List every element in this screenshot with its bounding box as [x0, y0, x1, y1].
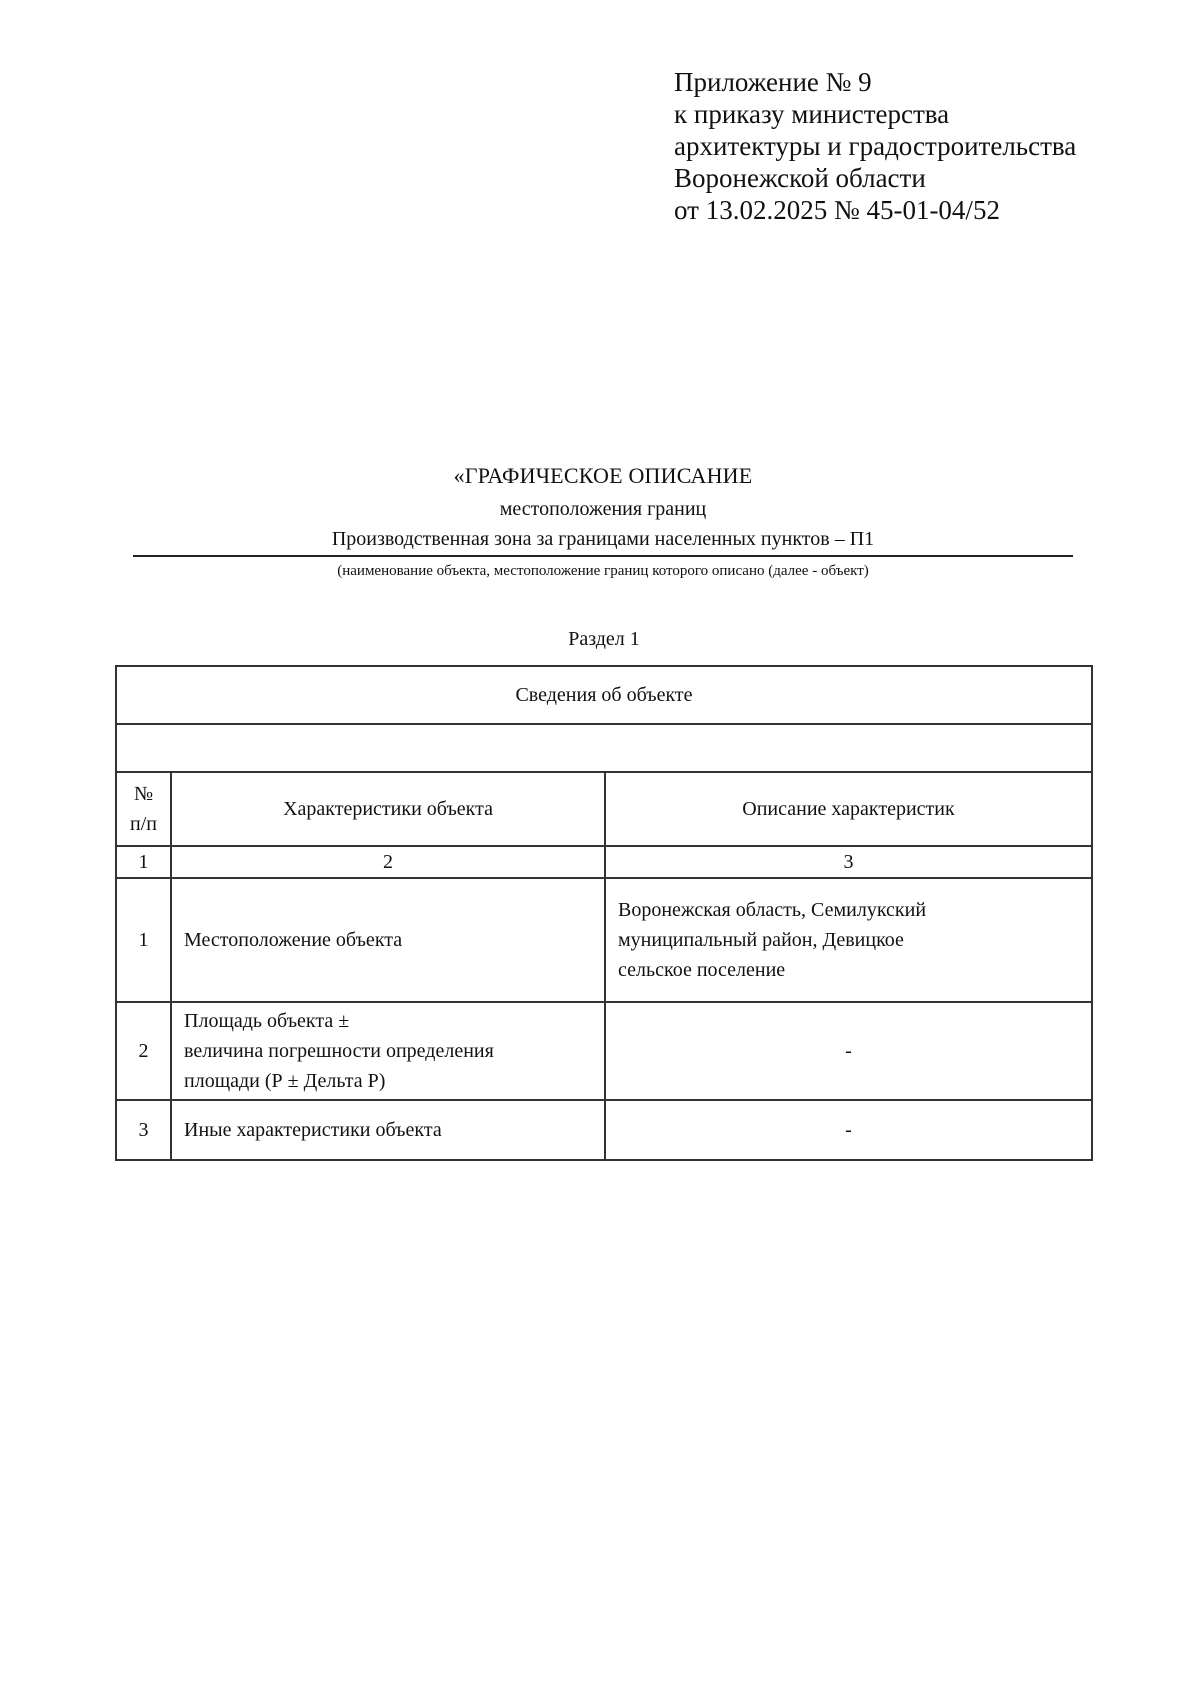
row-characteristic	[171, 1002, 605, 1100]
appendix-order-ref: к приказу министерства	[674, 99, 950, 129]
row-characteristic: Местоположение объекта	[171, 878, 605, 1002]
column-header-num-line1: №	[133, 783, 154, 805]
row-description-line: сельское поселение	[618, 959, 786, 981]
appendix-number: Приложение № 9	[674, 67, 872, 97]
appendix-region: Воронежской области	[674, 163, 926, 193]
document-subtitle: местоположения границ	[499, 498, 707, 520]
table-column-headers	[116, 772, 1092, 846]
row-characteristic-line: величина погрешности определения	[184, 1040, 494, 1062]
row-number: 1	[116, 878, 171, 1002]
table-empty-cell	[116, 724, 1092, 772]
object-info-table	[115, 665, 1093, 1161]
table-row	[116, 1100, 1092, 1160]
object-name-caption: (наименование объекта, местоположение границ которого описано (далее - объект)	[337, 563, 869, 579]
row-number: 3	[116, 1100, 171, 1160]
table-row	[116, 1002, 1092, 1100]
table-header: Сведения об объекте	[116, 666, 1092, 724]
column-header-num-line2: п/п	[130, 813, 157, 835]
table-empty-row	[116, 724, 1092, 772]
row-description	[605, 878, 1092, 1002]
column-header-description: Описание характеристик	[605, 772, 1092, 846]
row-description-line: муниципальный район, Девицкое	[618, 929, 904, 951]
document-title-block	[133, 458, 1073, 583]
row-characteristic-line: Площадь объекта ±	[184, 1010, 350, 1032]
column-header-characteristics: Характеристики объекта	[171, 772, 605, 846]
appendix-date: от 13.02.2025 № 45-01-04/52	[674, 195, 1000, 225]
document-title: «ГРАФИЧЕСКОЕ ОПИСАНИЕ	[453, 463, 753, 488]
column-number-1: 1	[116, 846, 171, 878]
row-characteristic: Иные характеристики объекта	[171, 1100, 605, 1160]
row-description: -	[605, 1100, 1092, 1160]
row-number: 2	[116, 1002, 171, 1100]
section-label: Раздел 1	[568, 628, 640, 650]
row-characteristic-line: площади (Р ± Дельта Р)	[184, 1070, 386, 1092]
table-row	[116, 878, 1092, 1002]
appendix-ministry: архитектуры и градостроительства	[674, 131, 1077, 161]
column-header-num	[116, 772, 171, 846]
row-description-line: Воронежская область, Семилукский	[618, 899, 927, 921]
row-description: -	[605, 1002, 1092, 1100]
column-number-2: 2	[171, 846, 605, 878]
object-name: Производственная зона за границами населенных пунктов – П1	[133, 524, 1073, 557]
column-number-3: 3	[605, 846, 1092, 878]
table-column-numbers	[116, 846, 1092, 878]
appendix-header	[674, 66, 1076, 226]
table-header-row	[116, 666, 1092, 724]
